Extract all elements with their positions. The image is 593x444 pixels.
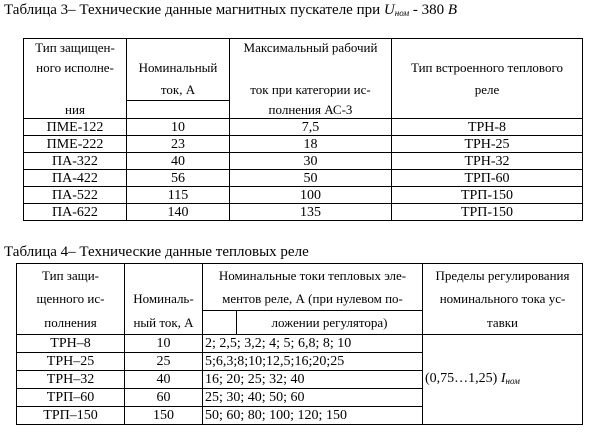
t4-h-currents-2: ментов реле, А (при нулевом по- bbox=[203, 287, 423, 311]
t4-h-type-1: Тип защи- bbox=[17, 264, 125, 288]
t4-h-limits-2: номинального тока ус- bbox=[423, 287, 583, 311]
t4-type: ТРП–150 bbox=[17, 407, 125, 425]
t4-type: ТРН–32 bbox=[17, 371, 125, 389]
t3-max: 100 bbox=[230, 187, 392, 204]
t4-h-type-2: щенного ис- bbox=[17, 287, 125, 311]
t4-h-nom-1: Номиналь- bbox=[125, 287, 203, 311]
t3-type: ПА-522 bbox=[24, 187, 127, 204]
table3-caption-sub: ном bbox=[394, 8, 410, 18]
table3 bbox=[23, 38, 583, 221]
t3-type: ПА-322 bbox=[24, 153, 127, 170]
t4-type: ТРН–8 bbox=[17, 335, 125, 353]
t4-type: ТРН–25 bbox=[17, 353, 125, 371]
t4-h-limits-3: тавки bbox=[423, 311, 583, 335]
table3-caption-symbol: U bbox=[383, 2, 395, 18]
t3-relay: ТРН-8 bbox=[392, 119, 583, 136]
t3-nom: 115 bbox=[127, 187, 230, 204]
t4-h-currents-1: Номинальные токи тепловых эле- bbox=[203, 264, 423, 288]
table4 bbox=[16, 263, 583, 425]
t3-h-type-gap bbox=[24, 78, 127, 101]
table3-caption-text: Таблица 3– Технические данные магнитных пускателе при bbox=[4, 2, 381, 18]
table-row bbox=[24, 153, 583, 170]
t3-relay: ТРП-150 bbox=[392, 204, 583, 221]
t3-h-nom-blank bbox=[127, 101, 230, 119]
t3-nom: 40 bbox=[127, 153, 230, 170]
t3-nom: 56 bbox=[127, 170, 230, 187]
t4-currents: 2; 2,5; 3,2; 4; 5; 6,8; 8; 10 bbox=[203, 335, 423, 353]
table-row bbox=[24, 136, 583, 153]
t4-h-currents-gap bbox=[203, 311, 237, 335]
t3-type: ПА-422 bbox=[24, 170, 127, 187]
table-row bbox=[24, 187, 583, 204]
t4-limits-symbol: I bbox=[500, 370, 506, 386]
t4-limits-sub: ном bbox=[505, 375, 520, 386]
t3-max: 50 bbox=[230, 170, 392, 187]
table-row bbox=[24, 204, 583, 221]
t3-h-relay-1: Тип встроенного теплового bbox=[392, 56, 583, 78]
t3-h-max-gap bbox=[230, 56, 392, 78]
t3-relay: ТРП-150 bbox=[392, 187, 583, 204]
t3-h-relay-0 bbox=[392, 39, 583, 57]
t4-limits-value: (0,75…1,25) bbox=[425, 370, 498, 386]
t3-h-nom-0 bbox=[127, 39, 230, 57]
t4-h-type-3: полнения bbox=[17, 311, 125, 335]
t4-nom: 150 bbox=[125, 407, 203, 425]
table3-caption-tail: - 380 bbox=[409, 2, 445, 18]
t4-limits-cell bbox=[423, 335, 583, 425]
t3-h-type-1: Тип защищен- bbox=[24, 39, 127, 57]
t3-h-type-2: ного исполне- bbox=[24, 56, 127, 78]
t4-currents: 16; 20; 25; 32; 40 bbox=[203, 371, 423, 389]
t4-h-limits-1: Пределы регулирования bbox=[423, 264, 583, 288]
t4-h-currents-3: ложении регулятора) bbox=[237, 311, 423, 335]
t3-type: ПМЕ-122 bbox=[24, 119, 127, 136]
t3-h-relay-blank bbox=[392, 101, 583, 119]
t3-nom: 10 bbox=[127, 119, 230, 136]
t3-relay: ТРП-60 bbox=[392, 170, 583, 187]
table4-caption bbox=[4, 244, 309, 261]
t4-type: ТРП–60 bbox=[17, 389, 125, 407]
t3-type: ПМЕ-222 bbox=[24, 136, 127, 153]
t3-max: 18 bbox=[230, 136, 392, 153]
t3-h-nom-1: Номинальный bbox=[127, 56, 230, 78]
t3-nom: 140 bbox=[127, 204, 230, 221]
table-row bbox=[24, 170, 583, 187]
t4-currents: 50; 60; 80; 100; 120; 150 bbox=[203, 407, 423, 425]
t4-h-nom-0 bbox=[125, 264, 203, 288]
t4-currents: 5;6,3;8;10;12,5;16;20;25 bbox=[203, 353, 423, 371]
t3-h-relay-2: реле bbox=[392, 78, 583, 101]
table-row bbox=[24, 119, 583, 136]
t3-h-nom-2: ток, А bbox=[127, 78, 230, 101]
t3-h-max-2: ток при категории ис- bbox=[230, 78, 392, 101]
t3-relay: ТРН-25 bbox=[392, 136, 583, 153]
t4-nom: 40 bbox=[125, 371, 203, 389]
t3-nom: 23 bbox=[127, 136, 230, 153]
table-row bbox=[17, 335, 583, 353]
t4-nom: 25 bbox=[125, 353, 203, 371]
t4-nom: 10 bbox=[125, 335, 203, 353]
table4-caption-text: Таблица 4– Технические данные тепловых реле bbox=[4, 244, 309, 260]
t4-currents: 25; 30; 40; 50; 60 bbox=[203, 389, 423, 407]
t3-max: 135 bbox=[230, 204, 392, 221]
t3-h-max-3: полнения АС-3 bbox=[230, 101, 392, 119]
t4-h-nom-2: ный ток, А bbox=[125, 311, 203, 335]
t4-nom: 60 bbox=[125, 389, 203, 407]
t3-h-type-3: ния bbox=[24, 101, 127, 119]
t3-relay: ТРН-32 bbox=[392, 153, 583, 170]
table3-caption bbox=[4, 2, 457, 19]
t3-type: ПА-622 bbox=[24, 204, 127, 221]
t3-max: 30 bbox=[230, 153, 392, 170]
t3-max: 7,5 bbox=[230, 119, 392, 136]
t3-h-max-1: Максимальный рабочий bbox=[230, 39, 392, 57]
table3-caption-unit: В bbox=[447, 2, 458, 18]
